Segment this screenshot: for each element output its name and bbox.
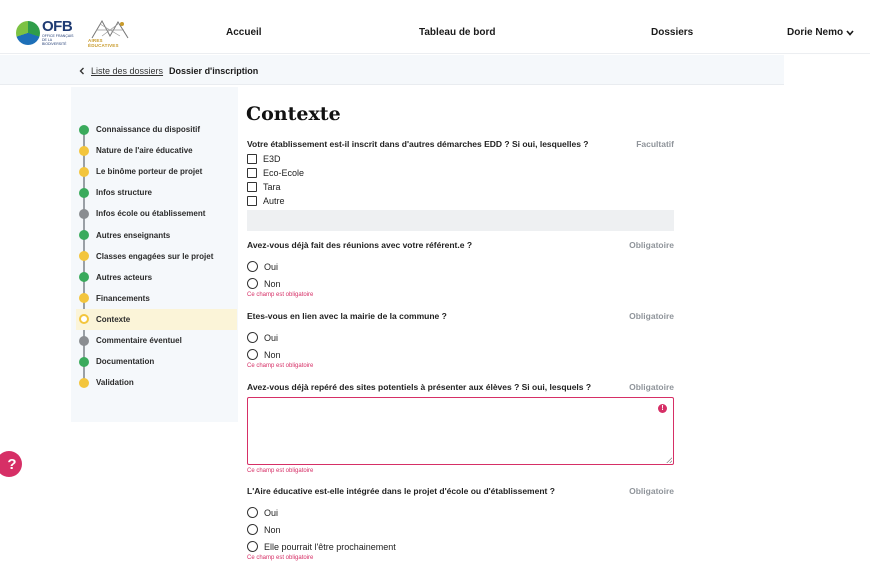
sidebar-step-label: Financements (96, 293, 150, 303)
radio-circle[interactable] (247, 524, 258, 535)
aires-educatives-logo[interactable] (88, 18, 132, 46)
radio-label: Oui (264, 507, 279, 518)
radio-mairie-oui[interactable] (247, 332, 278, 343)
step-status-dot (79, 125, 89, 135)
breadcrumb-current: Dossier d'inscription (169, 66, 259, 76)
sidebar-step-label: Connaissance du dispositif (96, 125, 201, 134)
sidebar-step[interactable] (76, 182, 237, 203)
step-status-dot (79, 272, 89, 282)
sidebar-step[interactable] (76, 140, 237, 161)
sites-textarea[interactable] (247, 397, 674, 465)
checkbox-box[interactable] (247, 168, 257, 178)
sidebar-step-label: Autres enseignants (96, 230, 171, 240)
step-status-dot (79, 378, 89, 388)
question-reunions-tag: Obligatoire (629, 240, 674, 250)
sidebar-step[interactable] (76, 309, 237, 330)
error-message: Ce champ est obligatoire (247, 363, 314, 369)
radio-projet-non[interactable] (247, 524, 281, 535)
resize-handle-icon[interactable] (666, 457, 672, 463)
step-status-dot (79, 314, 89, 324)
aires-educatives-icon (88, 18, 132, 40)
radio-reunions-oui[interactable] (247, 261, 278, 272)
step-status-dot (79, 357, 89, 367)
radio-circle[interactable] (247, 349, 258, 360)
ofb-logo-text: OFB (42, 18, 73, 35)
step-status-dot (79, 251, 89, 261)
question-reunions: Avez-vous déjà fait des réunions avec votre référent.e ? (247, 240, 473, 250)
step-status-dot (79, 230, 89, 240)
sidebar-step[interactable] (76, 267, 237, 288)
question-sites: Avez-vous déjà repéré des sites potentiels à présenter aux élèves ? Si oui, lesquels ? (247, 382, 592, 392)
step-status-dot (79, 146, 89, 156)
step-status-dot (79, 209, 89, 219)
radio-label: Elle pourrait l'être prochainement (264, 541, 396, 552)
checkbox-box[interactable] (247, 182, 257, 192)
radio-label: Oui (264, 261, 279, 272)
radio-circle[interactable] (247, 507, 258, 518)
ofb-logo[interactable] (16, 20, 74, 46)
sidebar-step[interactable] (76, 330, 237, 351)
radio-label: Non (264, 349, 281, 360)
sidebar-step[interactable] (76, 119, 237, 140)
error-icon: ! (658, 404, 667, 413)
checkbox-label: Tara (263, 182, 281, 192)
user-menu[interactable] (787, 27, 854, 38)
sidebar-step[interactable] (76, 225, 237, 246)
breadcrumb-bar (0, 55, 784, 85)
page-title: Contexte (246, 103, 341, 125)
nav-accueil[interactable]: Accueil (226, 27, 262, 38)
nav-tableau-de-bord[interactable]: Tableau de bord (419, 27, 496, 38)
radio-label: Oui (264, 332, 279, 343)
breadcrumb-back-link[interactable]: Liste des dossiers (91, 66, 164, 76)
question-edd: Votre établissement est-il inscrit dans d'autres démarches EDD ? Si oui, lesquelles ? (247, 139, 589, 149)
question-projet-ecole: L'Aire éducative est-elle intégrée dans le projet d'école ou d'établissement ? (247, 486, 555, 496)
radio-circle[interactable] (247, 541, 258, 552)
breadcrumb (79, 66, 258, 76)
checkbox-tara[interactable] (247, 182, 281, 192)
sidebar-step-label: Nature de l'aire éducative (96, 146, 193, 156)
checkbox-autre[interactable] (247, 196, 285, 206)
ofb-logo-subtext: OFFICE FRANÇAIS DE LA BIODIVERSITÉ (42, 34, 74, 46)
checkbox-box[interactable] (247, 196, 257, 206)
aires-educatives-label: AIRES ÉDUCATIVES (88, 38, 119, 48)
radio-label: Non (264, 278, 281, 289)
radio-circle[interactable] (247, 332, 258, 343)
question-mairie-tag: Obligatoire (629, 311, 674, 321)
sidebar-step[interactable] (76, 288, 237, 309)
user-name: Dorie Nemo (787, 27, 844, 38)
sidebar-step[interactable] (76, 161, 237, 182)
sidebar-step-label: Validation (96, 378, 134, 388)
sidebar-step-label: Le binôme porteur de projet (96, 167, 203, 177)
error-message: Ce champ est obligatoire (247, 555, 314, 561)
chevron-down-icon (846, 30, 854, 36)
error-message: Ce champ est obligatoire (247, 292, 314, 298)
sidebar-step[interactable] (76, 351, 237, 372)
radio-projet-oui[interactable] (247, 507, 278, 518)
step-status-dot (79, 336, 89, 346)
sidebar-step-label: Infos structure (96, 188, 153, 198)
sidebar-step-label: Infos école ou établissement (96, 209, 206, 219)
sidebar-step[interactable] (76, 203, 237, 224)
chevron-left-icon[interactable] (79, 67, 85, 75)
sidebar-step[interactable] (76, 246, 237, 267)
checkbox-label: Autre (263, 196, 285, 206)
sidebar-step-label: Autres acteurs (96, 272, 153, 282)
radio-circle[interactable] (247, 261, 258, 272)
help-button[interactable]: ? (0, 451, 22, 477)
radio-reunions-non[interactable] (247, 278, 281, 289)
checkbox-e3d[interactable] (247, 154, 281, 164)
sidebar-step-label: Classes engagées sur le projet (96, 251, 214, 261)
radio-label: Non (264, 524, 281, 535)
ofb-globe-icon (16, 21, 40, 45)
question-edd-tag: Facultatif (636, 139, 674, 149)
step-status-dot (79, 167, 89, 177)
checkbox-label: Eco-Ecole (263, 168, 305, 178)
error-message: Ce champ est obligatoire (247, 468, 314, 474)
radio-circle[interactable] (247, 278, 258, 289)
radio-projet-prochainement[interactable] (247, 541, 396, 552)
checkbox-label: E3D (263, 154, 281, 164)
step-status-dot (79, 293, 89, 303)
sidebar-step-label: Contexte (96, 314, 131, 324)
question-mairie: Etes-vous en lien avec la mairie de la commune ? (247, 311, 447, 321)
autre-text-field[interactable] (247, 210, 674, 231)
nav-dossiers[interactable]: Dossiers (651, 27, 694, 38)
step-status-dot (79, 188, 89, 198)
sidebar-step-label: Commentaire éventuel (96, 336, 182, 345)
checkbox-box[interactable] (247, 154, 257, 164)
question-projet-ecole-tag: Obligatoire (629, 486, 674, 496)
sidebar-step-label: Documentation (96, 357, 155, 367)
top-header (0, 0, 870, 54)
checkbox-eco-ecole[interactable] (247, 168, 304, 178)
question-sites-tag: Obligatoire (629, 382, 674, 392)
radio-mairie-non[interactable] (247, 349, 281, 360)
sidebar-step[interactable] (76, 372, 237, 393)
